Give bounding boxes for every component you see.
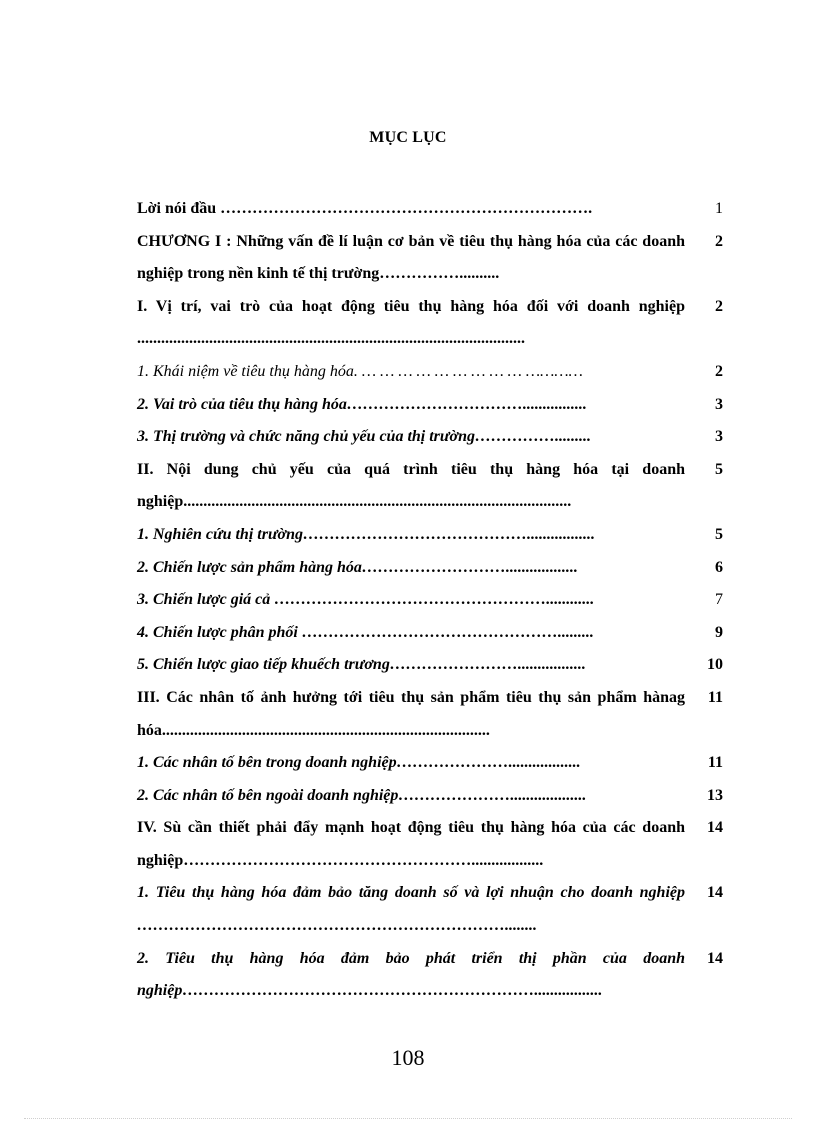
toc-entry[interactable]	[137, 519, 727, 552]
page-number: 108	[391, 1045, 425, 1070]
toc-entry[interactable]	[137, 812, 727, 877]
toc-entry[interactable]	[137, 291, 727, 356]
toc-entry-text: 1. Nghiên cứu thị trường…………………………………….................	[137, 525, 596, 543]
toc-entry-text: IV. Sù cần thiết phải đẩy mạnh hoạt động tiêu thụ hàng hóa của các doanh nghiệp………………………………………………..................	[137, 819, 685, 869]
toc-entry[interactable]	[137, 356, 727, 389]
toc-entry-page: 5	[715, 460, 723, 478]
toc-entry-page: 14	[707, 819, 723, 837]
table-of-contents	[137, 193, 727, 1008]
toc-entry-page: 7	[715, 591, 723, 609]
toc-entry-page: 5	[715, 525, 723, 543]
toc-entry-text: Lời nói đầu …………………………………………………………….	[137, 200, 593, 217]
toc-entry[interactable]	[137, 389, 727, 422]
toc-entry-text: 1. Tiêu thụ hàng hóa đảm bảo tăng doanh số và lợi nhuận cho doanh nghiệp ……………………………………………………………........	[137, 884, 685, 935]
toc-entry-page: 2	[715, 362, 723, 380]
toc-entry-page: 11	[707, 688, 723, 706]
toc-entry-text: 1. Khái niệm về tiêu thụ hàng hóa. … … … … … … … … … …………	[137, 362, 583, 380]
toc-entry-text: 5. Chiến lược giao tiếp khuếch trương…………………….................	[137, 656, 586, 674]
toc-entry-page: 10	[707, 656, 723, 674]
toc-entry-page: 14	[707, 949, 723, 967]
toc-entry-page: 14	[707, 884, 723, 902]
toc-entry[interactable]	[137, 421, 727, 454]
toc-entry[interactable]	[137, 617, 727, 650]
page-title: MỤC LỤC	[369, 129, 447, 146]
page-bottom-divider	[24, 1118, 792, 1119]
toc-entry-page: 11	[707, 754, 723, 772]
toc-entry[interactable]	[137, 584, 727, 617]
toc-entry-text: III. Các nhân tố ảnh hưởng tới tiêu thụ sản phẩm tiêu thụ sản phẩm hànag hóa..................................................................................	[137, 688, 685, 739]
toc-entry-page: 1	[715, 200, 723, 217]
toc-entry-text: 4. Chiến lược phân phối ………………………………………….........	[137, 623, 594, 641]
toc-entry-text: 2. Vai trò của tiêu thụ hàng hóa……………………………................	[137, 395, 587, 413]
toc-entry[interactable]	[137, 193, 727, 226]
toc-entry-page: 3	[715, 428, 723, 446]
toc-entry-page: 3	[715, 395, 723, 413]
toc-entry[interactable]	[137, 877, 727, 942]
toc-entry-text: I. Vị trí, vai trò của hoạt động tiêu thụ hàng hóa đối với doanh nghiệp .................................................................................................	[137, 297, 685, 348]
toc-entry-text: II. Nội dung chủ yếu của quá trình tiêu thụ hàng hóa tại doanh nghiệp.................................................................................................	[137, 460, 685, 511]
toc-entry[interactable]	[137, 780, 727, 813]
toc-entry[interactable]	[137, 747, 727, 780]
toc-entry-page: 2	[715, 297, 723, 315]
toc-entry-page: 6	[715, 558, 723, 576]
toc-entry-text: CHƯƠNG I : Những vấn đề lí luận cơ bản về tiêu thụ hàng hóa của các doanh nghiệp trong nền kinh tế thị trường……………..........	[137, 232, 685, 283]
toc-entry-text: 3. Chiến lược giá cả ……………………………………………............	[137, 591, 595, 609]
toc-entry-page: 2	[715, 232, 723, 250]
toc-entry-page: 9	[715, 623, 723, 641]
toc-entry[interactable]	[137, 682, 727, 747]
toc-entry-text: 2. Tiêu thụ hàng hóa đảm bảo phát triển thị phần của doanh nghiệp………………………………………………………….................	[137, 949, 685, 1000]
toc-entry-page: 13	[707, 786, 723, 804]
toc-entry-text: 1. Các nhân tố bên trong doanh nghiệp…………………..................	[137, 754, 581, 772]
toc-entry[interactable]	[137, 226, 727, 291]
toc-entry[interactable]	[137, 943, 727, 1008]
toc-entry[interactable]	[137, 552, 727, 585]
toc-entry[interactable]	[137, 649, 727, 682]
toc-entry-text: 3. Thị trường và chức năng chủ yếu của thị trường…………….........	[137, 428, 591, 446]
toc-entry[interactable]	[137, 454, 727, 519]
toc-entry-text: 2. Chiến lược sản phẩm hàng hóa………………………..................	[137, 558, 578, 576]
toc-entry-text: 2. Các nhân tố bên ngoài doanh nghiệp…………………...................	[137, 786, 587, 804]
